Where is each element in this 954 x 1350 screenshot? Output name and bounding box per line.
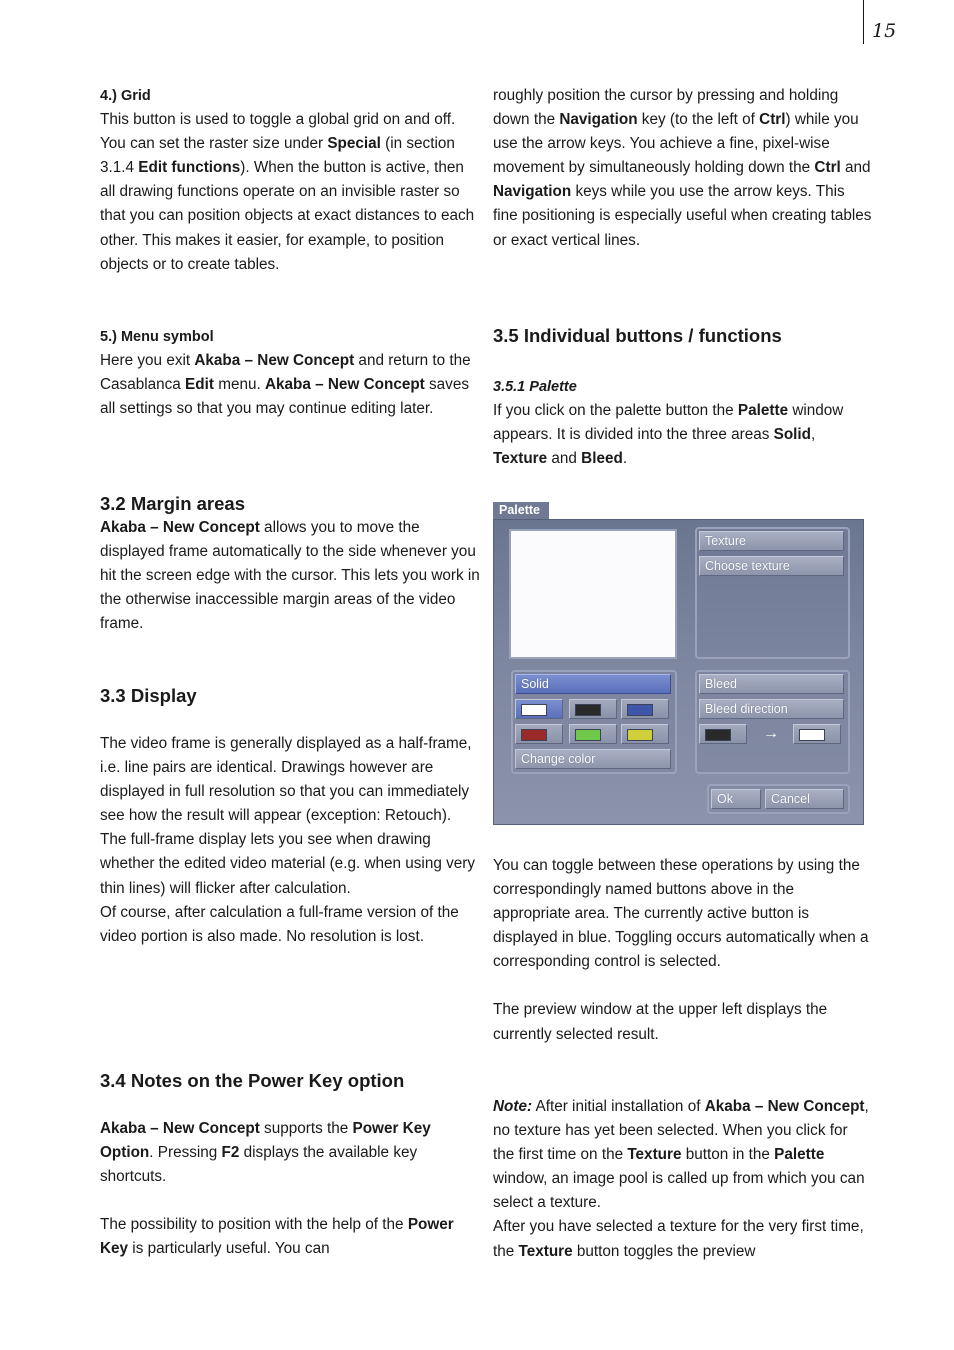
- black-swatch: [575, 704, 601, 716]
- grid-text: This button is used to toggle a global grid on and off. You can set the raster size under Special (in section 3.1.4 Edit functions). When the button is active, then all drawing functions operate on an invisible raster so that you can position objects at exact distances to each other. This makes it easier, for example, to position objects or to create tables.: [100, 111, 475, 273]
- header-rule: [863, 0, 864, 44]
- bleed-end-swatch: [799, 729, 825, 741]
- color-white-button[interactable]: [515, 699, 563, 719]
- color-black-button[interactable]: [569, 699, 617, 719]
- menu-symbol-section: [100, 325, 480, 421]
- toggle-section: [493, 854, 873, 1047]
- palette-body: [493, 519, 864, 825]
- preview-text: The preview window at the upper left displays the currently selected result.: [493, 1001, 828, 1043]
- navigation-text: roughly position the cursor by pressing and holding down the Navigation key (to the left of Ctrl) while you use the arrow keys. You achieve a fine, pixel-wise movement by simultaneously holding down the Ctrl and Navigation keys while you use the arrow keys. This fine positioning is especially useful when creating tables or exact vertical lines.: [493, 87, 872, 249]
- bleed-start-swatch: [705, 729, 731, 741]
- color-red-button[interactable]: [515, 724, 563, 744]
- solid-panel: [511, 670, 677, 774]
- cancel-button[interactable]: Cancel: [765, 789, 844, 809]
- bleed-start-color-button[interactable]: [699, 724, 747, 744]
- power-key-text-2: The possibility to position with the help of the Power Key is particularly useful. You can: [100, 1216, 454, 1258]
- bleed-direction-button[interactable]: Bleed direction: [699, 699, 844, 719]
- bleed-panel: [695, 670, 850, 774]
- power-key-heading: 3.4 Notes on the Power Key option: [100, 1070, 405, 1091]
- ok-button[interactable]: Ok: [711, 789, 761, 809]
- display-text-1: The video frame is generally displayed as a half-frame, i.e. line pairs are identical. Drawings however are displayed in full resolution so that you can immediately see how the result will appear (exception: Retouch).: [100, 735, 472, 825]
- note-text-2: After you have selected a texture for the very first time, the Texture button toggles the preview: [493, 1218, 864, 1260]
- note-text: Note: After initial installation of Akaba – New Concept, no texture has yet been selected. When you click for the first time on the Texture button in the Palette window, an image pool is called up from which you can select a texture.: [493, 1098, 869, 1212]
- color-green-button[interactable]: [569, 724, 617, 744]
- palette-window: [493, 502, 864, 825]
- display-text-2: The full-frame display lets you see when drawing whether the edited video material (e.g. when using very thin lines) will flicker after calculation.: [100, 831, 475, 897]
- margin-section: [100, 492, 480, 636]
- red-swatch: [521, 729, 547, 741]
- bleed-end-color-button[interactable]: [793, 724, 841, 744]
- white-swatch: [521, 704, 547, 716]
- choose-texture-button[interactable]: Choose texture: [699, 556, 844, 576]
- green-swatch: [575, 729, 601, 741]
- solid-button[interactable]: Solid: [515, 674, 671, 694]
- palette-intro-text: If you click on the palette button the Palette window appears. It is divided into the three areas Solid, Texture and Bleed.: [493, 402, 844, 468]
- arrow-right-icon: →: [763, 725, 779, 742]
- preview-window: [509, 529, 677, 659]
- page-number: 15: [872, 20, 897, 42]
- margin-heading: 3.2 Margin areas: [100, 493, 245, 514]
- menu-symbol-text: Here you exit Akaba – New Concept and return to the Casablanca Edit menu. Akaba – New Concept saves all settings so that you may continue editing later.: [100, 352, 471, 418]
- texture-button[interactable]: Texture: [699, 531, 844, 551]
- grid-section: [100, 84, 480, 277]
- power-key-section: [100, 1069, 480, 1261]
- menu-symbol-heading: 5.) Menu symbol: [100, 329, 214, 345]
- yellow-swatch: [627, 729, 653, 741]
- color-blue-button[interactable]: [621, 699, 669, 719]
- toggle-text: You can toggle between these operations by using the correspondingly named buttons above in the appropriate area. The currently active button is displayed in blue. Toggling occurs automatically when a corresponding control is selected.: [493, 857, 869, 971]
- blue-swatch: [627, 704, 653, 716]
- palette-subheading: 3.5.1 Palette: [493, 379, 577, 395]
- margin-text: Akaba – New Concept allows you to move the displayed frame automatically to the side whenever you hit the screen edge with the cursor. This lets you work in the otherwise inaccessible margin areas of the video frame.: [100, 519, 480, 633]
- bleed-button[interactable]: Bleed: [699, 674, 844, 694]
- grid-heading: 4.) Grid: [100, 88, 151, 104]
- individual-buttons-heading: 3.5 Individual buttons / functions: [493, 325, 782, 346]
- individual-buttons-section: [493, 324, 873, 471]
- power-key-text-1: Akaba – New Concept supports the Power Key Option. Pressing F2 displays the available key shortcuts.: [100, 1120, 431, 1186]
- display-heading: 3.3 Display: [100, 685, 197, 706]
- display-section: [100, 684, 480, 949]
- navigation-continued: [493, 84, 873, 253]
- display-text-3: Of course, after calculation a full-frame version of the video portion is also made. No resolution is lost.: [100, 903, 459, 945]
- palette-title-tab: Palette: [493, 502, 549, 519]
- texture-panel: [695, 527, 850, 659]
- note-section: [493, 1095, 873, 1264]
- color-yellow-button[interactable]: [621, 724, 669, 744]
- ok-cancel-panel: [707, 784, 850, 814]
- change-color-button[interactable]: Change color: [515, 749, 671, 769]
